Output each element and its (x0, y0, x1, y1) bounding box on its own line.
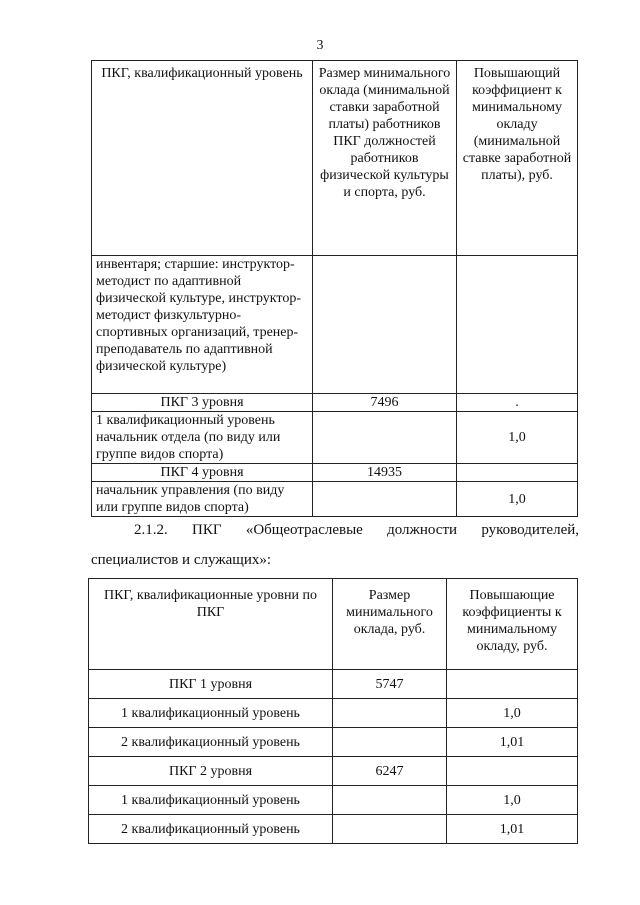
row-salary: 14935 (313, 464, 457, 482)
row-name: 2 квалификационный уровень (89, 728, 333, 757)
row-salary (313, 412, 457, 464)
row-name: ПКГ 2 уровня (89, 757, 333, 786)
header-cell-level: ПКГ, квалификационные уровни по ПКГ (89, 579, 333, 670)
table-row (92, 256, 578, 394)
row-name: 2 квалификационный уровень (89, 815, 333, 844)
row-coefficient: 1,01 (447, 728, 578, 757)
row-coefficient: 1,0 (447, 786, 578, 815)
header-cell-salary: Размер минимального оклада (минимальной ставки заработной платы) работников ПКГ должностей работников физической культуры и спорта, руб. (313, 61, 457, 256)
page-number: 3 (316, 38, 324, 53)
row-salary (313, 482, 457, 517)
row-salary (333, 699, 447, 728)
row-salary (333, 815, 447, 844)
row-salary: 5747 (333, 670, 447, 699)
row-coefficient (457, 256, 578, 394)
row-salary (313, 256, 457, 394)
header-cell-salary: Размер минимального оклада, руб. (333, 579, 447, 670)
row-coefficient: 1,0 (447, 699, 578, 728)
paragraph-line-2: специалистов и служащих»: (91, 552, 272, 568)
table-row (89, 815, 578, 844)
table-header-row (89, 579, 578, 670)
row-salary (333, 728, 447, 757)
header-cell-coefficient: Повышающий коэффициент к минимальному окладу (минимальной ставке заработной платы), руб. (457, 61, 578, 256)
salary-table-general-positions (88, 578, 578, 844)
row-name: 1 квалификационный уровень (89, 699, 333, 728)
row-name: начальник управления (по виду или группе видов спорта) (92, 482, 313, 517)
table-row (92, 482, 578, 517)
table-row (92, 412, 578, 464)
row-coefficient (447, 757, 578, 786)
table-row (92, 464, 578, 482)
row-name: 1 квалификационный уровень начальник отдела (по виду или группе видов спорта) (92, 412, 313, 464)
header-cell-coefficient: Повышающие коэффициенты к минимальному окладу, руб. (447, 579, 578, 670)
table-row (92, 394, 578, 412)
row-name: 1 квалификационный уровень (89, 786, 333, 815)
row-coefficient: 1,0 (457, 482, 578, 517)
table-row (89, 670, 578, 699)
row-salary: 6247 (333, 757, 447, 786)
row-name: ПКГ 3 уровня (92, 394, 313, 412)
row-coefficient (447, 670, 578, 699)
row-coefficient: . (457, 394, 578, 412)
paragraph-line-1: 2.1.2. ПКГ «Общеотраслевые должности руководителей, (134, 522, 579, 538)
row-name: инвентаря; старшие: инструктор-методист по адаптивной физической культуре, инструктор-методист физкультурно-спортивных организаций, тренер-преподаватель по адаптивной физической культуре) (92, 256, 313, 394)
table-row (89, 786, 578, 815)
table-header-row (92, 61, 578, 256)
row-salary (333, 786, 447, 815)
row-salary: 7496 (313, 394, 457, 412)
salary-table-physical-culture (91, 60, 578, 517)
table-row (89, 757, 578, 786)
table-row (89, 699, 578, 728)
section-paragraph (91, 516, 579, 574)
header-cell-level: ПКГ, квалификационный уровень (92, 61, 313, 256)
table-row (89, 728, 578, 757)
row-coefficient (457, 464, 578, 482)
row-name: ПКГ 1 уровня (89, 670, 333, 699)
row-name: ПКГ 4 уровня (92, 464, 313, 482)
row-coefficient: 1,01 (447, 815, 578, 844)
row-coefficient: 1,0 (457, 412, 578, 464)
